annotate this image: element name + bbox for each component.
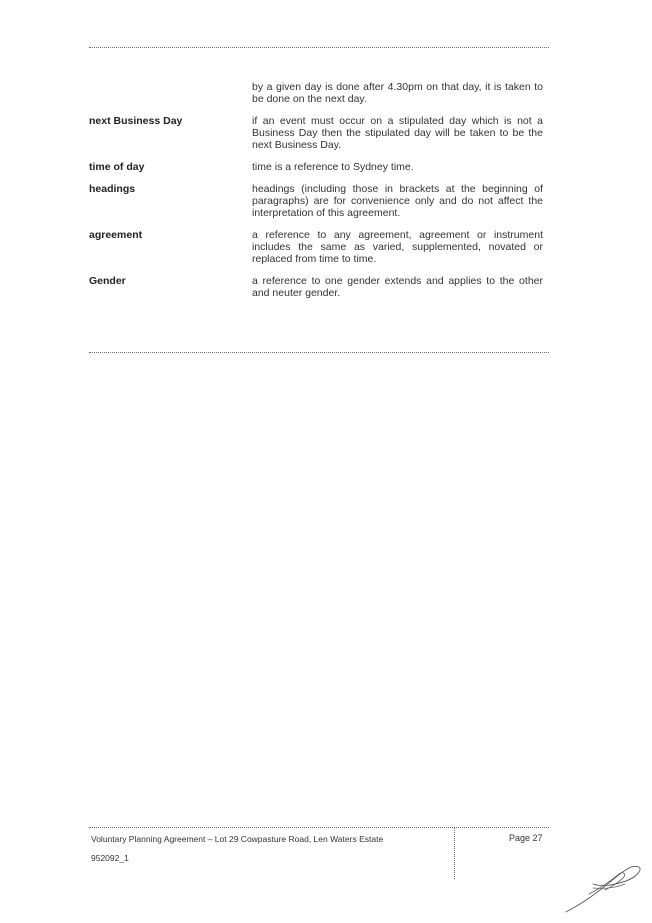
definition-text: a reference to one gender extends and applies to the other and neuter gender. [252, 275, 543, 299]
definition-row [89, 275, 543, 299]
definition-text: by a given day is done after 4.30pm on that day, it is taken to be done on the next day. [252, 81, 543, 105]
footer-title: Voluntary Planning Agreement – Lot 29 Cowpasture Road, Len Waters Estate [91, 834, 384, 844]
definition-text: headings (including those in brackets at the beginning of paragraphs) are for convenience only and do not affect the interpretation of this agreement. [252, 183, 543, 219]
footer-divider [454, 827, 455, 879]
header-rule [89, 47, 549, 48]
definition-term: headings [89, 183, 136, 195]
definition-term: next Business Day [89, 115, 183, 127]
definition-row [89, 115, 543, 151]
definition-text: time is a reference to Sydney time. [252, 161, 414, 173]
definition-row [89, 81, 543, 105]
definition-row [89, 229, 543, 265]
definition-text: if an event must occur on a stipulated day which is not a Business Day then the stipulated day will be taken to be the next Business Day. [252, 115, 543, 151]
definitions-table [89, 81, 543, 309]
definition-term: time of day [89, 161, 145, 173]
definition-term: agreement [89, 229, 143, 241]
signature-mark [563, 862, 645, 914]
section-end-rule [89, 352, 549, 353]
page-number: Page 27 [509, 833, 543, 843]
definition-term [89, 81, 252, 105]
definition-term: Gender [89, 275, 126, 287]
footer-doc-id: 952092_1 [91, 853, 129, 863]
definition-row [89, 183, 543, 219]
footer-rule [89, 827, 549, 828]
definition-text: a reference to any agreement, agreement or instrument includes the same as varied, supplemented, novated or replaced from time to time. [252, 229, 543, 265]
definition-row [89, 161, 543, 173]
